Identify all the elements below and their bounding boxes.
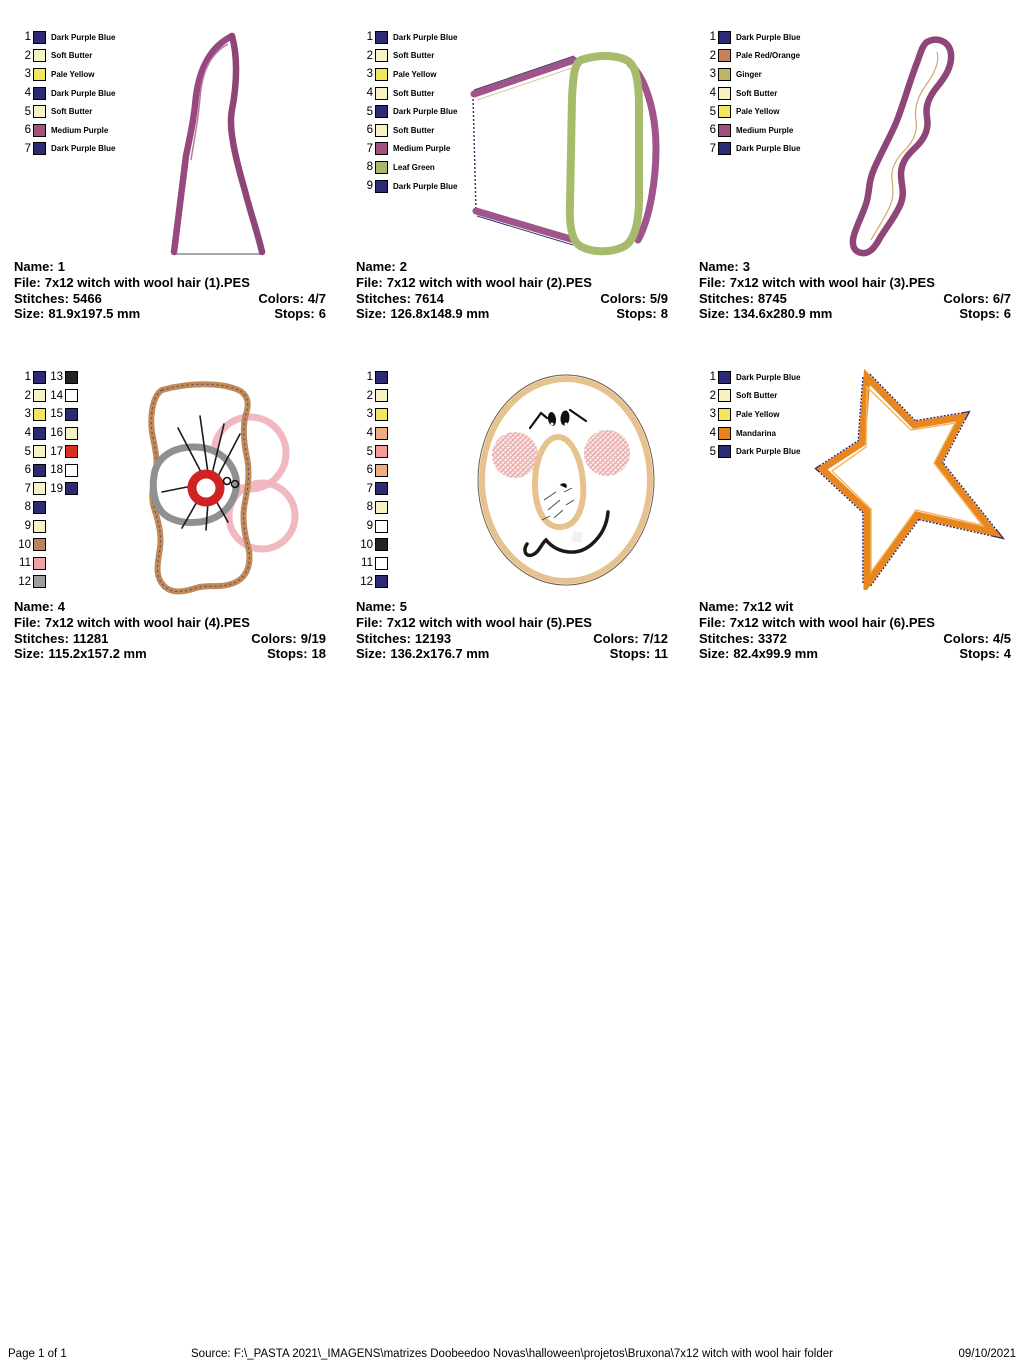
thread-color-name: Dark Purple Blue	[736, 32, 801, 42]
palette-entry	[14, 368, 46, 387]
thread-number: 7	[709, 142, 716, 155]
thread-number: 4	[24, 427, 31, 440]
color-swatch	[375, 105, 388, 118]
color-swatch	[375, 124, 388, 137]
thread-number: 3	[24, 408, 31, 421]
meta-file: File: 7x12 witch with wool hair (2).PES	[356, 274, 592, 290]
color-swatch	[33, 464, 46, 477]
design-card-3	[699, 20, 1011, 336]
design-meta-3	[699, 259, 1011, 322]
thread-color-name: Pale Yellow	[736, 107, 780, 117]
meta-stops: Stops: 6	[959, 306, 1011, 322]
color-swatch	[375, 575, 388, 588]
color-swatch	[375, 68, 388, 81]
palette-entry	[699, 102, 800, 121]
palette-entry	[14, 480, 46, 499]
spider-body-ring	[192, 474, 220, 502]
thread-color-list-6	[699, 368, 800, 592]
palette-entry	[356, 47, 457, 66]
thread-number: 3	[366, 408, 373, 421]
thread-color-list-2	[356, 28, 457, 252]
palette-entry	[699, 47, 800, 66]
meta-stops: Stops: 6	[274, 306, 326, 322]
color-swatch	[65, 482, 78, 495]
color-swatch	[33, 105, 46, 118]
thread-number: 4	[24, 87, 31, 100]
palette-entry	[699, 387, 800, 406]
thread-color-name: Soft Butter	[51, 107, 93, 117]
thread-color-name: Pale Yellow	[51, 69, 95, 79]
color-swatch	[65, 389, 78, 402]
palette-entry	[699, 84, 800, 103]
thread-color-name: Soft Butter	[736, 391, 778, 401]
thread-number: 1	[709, 31, 716, 44]
meta-size: Size: 81.9x197.5 mm	[14, 306, 141, 322]
thread-number: 11	[19, 557, 31, 570]
thread-number: 7	[24, 482, 31, 495]
palette-entry	[356, 121, 457, 140]
thread-number: 2	[24, 49, 31, 62]
meta-file: File: 7x12 witch with wool hair (4).PES	[14, 614, 250, 630]
color-swatch	[375, 427, 388, 440]
palette-entry	[356, 480, 388, 499]
palette-entry	[14, 140, 115, 159]
palette-entry	[14, 573, 46, 592]
palette-entry	[46, 424, 78, 443]
color-swatch	[718, 389, 731, 402]
meta-stops: Stops: 18	[267, 646, 326, 662]
thread-number: 1	[24, 31, 31, 44]
color-swatch	[65, 427, 78, 440]
thread-color-list-4	[14, 368, 78, 592]
thread-color-name: Soft Butter	[393, 51, 435, 61]
palette-entry	[14, 405, 46, 424]
color-swatch	[33, 49, 46, 62]
thread-color-name: Leaf Green	[393, 162, 435, 172]
color-swatch	[375, 408, 388, 421]
thread-number: 2	[24, 389, 31, 402]
meta-stops: Stops: 8	[616, 306, 668, 322]
color-swatch	[375, 180, 388, 193]
color-swatch	[33, 408, 46, 421]
thread-color-name: Medium Purple	[393, 144, 451, 154]
design-meta-1	[14, 259, 326, 322]
design-meta-5	[356, 599, 668, 662]
meta-name: Name: 7x12 wit	[699, 599, 794, 614]
palette-entry	[356, 158, 457, 177]
palette-entry	[356, 442, 388, 461]
palette-entry	[356, 28, 457, 47]
color-swatch	[33, 389, 46, 402]
palette-entry	[46, 368, 78, 387]
color-swatch	[718, 445, 731, 458]
palette-entry	[14, 84, 115, 103]
thread-number: 16	[50, 427, 63, 440]
thread-color-name: Ginger	[736, 69, 762, 79]
thread-number: 3	[366, 68, 373, 81]
palette-entry	[14, 442, 46, 461]
palette-entry	[46, 405, 78, 424]
color-swatch	[65, 464, 78, 477]
design-preview-1	[150, 28, 300, 258]
cheek-left	[492, 432, 538, 478]
palette-entry	[14, 121, 115, 140]
palette-entry	[699, 121, 800, 140]
palette-entry	[14, 47, 115, 66]
palette-entry	[699, 65, 800, 84]
thread-color-name: Soft Butter	[51, 51, 93, 61]
palette-entry	[14, 535, 46, 554]
color-swatch	[718, 68, 731, 81]
meta-stops: Stops: 11	[609, 646, 668, 662]
thread-number: 2	[366, 389, 373, 402]
palette-entry	[14, 102, 115, 121]
color-swatch	[375, 87, 388, 100]
design-card-1	[14, 20, 326, 336]
color-swatch	[718, 31, 731, 44]
palette-entry	[356, 84, 457, 103]
color-swatch	[718, 371, 731, 384]
palette-entry	[699, 424, 800, 443]
palette-entry	[14, 498, 46, 517]
design-meta-4	[14, 599, 326, 662]
thread-number: 7	[366, 482, 373, 495]
thread-number: 3	[24, 68, 31, 81]
meta-name: Name: 1	[14, 259, 65, 274]
thread-number: 8	[24, 501, 31, 514]
color-swatch	[375, 445, 388, 458]
palette-entry	[356, 573, 388, 592]
palette-entry	[356, 387, 388, 406]
color-swatch	[718, 49, 731, 62]
witch-face-5-shape	[468, 360, 668, 595]
thread-color-name: Dark Purple Blue	[51, 88, 116, 98]
thread-color-name: Medium Purple	[51, 125, 109, 135]
design-preview-2	[460, 28, 660, 258]
thread-number: 4	[366, 427, 373, 440]
thread-number: 2	[366, 49, 373, 62]
color-swatch	[375, 31, 388, 44]
thread-color-name: Pale Red/Orange	[736, 51, 801, 61]
thread-number: 6	[24, 124, 31, 137]
thread-number: 13	[50, 371, 63, 384]
palette-entry	[14, 387, 46, 406]
palette-entry	[356, 65, 457, 84]
palette-entry	[356, 424, 388, 443]
thread-color-list-1	[14, 28, 115, 252]
meta-stitches: Stitches: 8745	[699, 290, 787, 306]
meta-name: Name: 4	[14, 599, 65, 614]
color-swatch	[33, 520, 46, 533]
color-swatch	[33, 427, 46, 440]
color-swatch	[375, 557, 388, 570]
thread-number: 5	[24, 445, 31, 458]
meta-size: Size: 126.8x148.9 mm	[356, 306, 490, 322]
color-swatch	[375, 520, 388, 533]
palette-entry	[14, 517, 46, 536]
color-swatch	[718, 124, 731, 137]
thread-color-name: Dark Purple Blue	[736, 372, 801, 382]
color-swatch	[33, 501, 46, 514]
palette-entry	[14, 554, 46, 573]
thread-number: 10	[18, 538, 31, 551]
palette-entry	[14, 65, 115, 84]
palette-entry	[356, 554, 388, 573]
color-swatch	[375, 464, 388, 477]
meta-name: Name: 2	[356, 259, 407, 274]
thread-number: 7	[24, 142, 31, 155]
thread-color-name: Dark Purple Blue	[736, 447, 801, 457]
color-swatch	[65, 408, 78, 421]
color-swatch	[33, 557, 46, 570]
meta-file: File: 7x12 witch with wool hair (3).PES	[699, 274, 935, 290]
color-swatch	[375, 371, 388, 384]
meta-colors: Colors: 9/19	[251, 630, 326, 646]
thread-number: 6	[709, 124, 716, 137]
palette-entry	[14, 461, 46, 480]
design-preview-5	[468, 360, 668, 595]
palette-entry	[356, 461, 388, 480]
meta-size: Size: 136.2x176.7 mm	[356, 646, 490, 662]
meta-size: Size: 82.4x99.9 mm	[699, 646, 818, 662]
color-swatch	[33, 445, 46, 458]
thread-number: 9	[366, 180, 373, 193]
color-swatch	[33, 142, 46, 155]
design-meta-2	[356, 259, 668, 322]
thread-number: 4	[366, 87, 373, 100]
design-preview-4	[120, 368, 320, 603]
thread-number: 5	[24, 105, 31, 118]
thread-color-name: Pale Yellow	[393, 69, 437, 79]
meta-stops: Stops: 4	[959, 646, 1011, 662]
thread-number: 1	[366, 371, 373, 384]
meta-colors: Colors: 4/5	[943, 630, 1011, 646]
thread-color-name: Soft Butter	[393, 125, 435, 135]
thread-color-list-3	[699, 28, 800, 252]
star-shape	[810, 365, 1020, 590]
thread-number: 8	[366, 161, 373, 174]
thread-number: 5	[366, 105, 373, 118]
thread-number: 5	[709, 105, 716, 118]
meta-stitches: Stitches: 11281	[14, 630, 109, 646]
thread-number: 9	[366, 520, 373, 533]
thread-number: 12	[18, 575, 31, 588]
thread-number: 1	[366, 31, 373, 44]
color-swatch	[33, 538, 46, 551]
color-swatch	[718, 408, 731, 421]
palette-entry	[699, 140, 800, 159]
thread-number: 3	[709, 68, 716, 81]
color-swatch	[33, 68, 46, 81]
thread-color-name: Dark Purple Blue	[736, 144, 801, 154]
color-swatch	[375, 538, 388, 551]
color-swatch	[718, 105, 731, 118]
thread-number: 12	[360, 575, 373, 588]
color-swatch	[375, 142, 388, 155]
palette-entry	[14, 424, 46, 443]
color-swatch	[375, 389, 388, 402]
meta-file: File: 7x12 witch with wool hair (1).PES	[14, 274, 250, 290]
color-swatch	[718, 87, 731, 100]
thread-number: 2	[709, 49, 716, 62]
palette-entry	[46, 480, 78, 499]
thread-number: 15	[50, 408, 63, 421]
thread-color-name: Medium Purple	[736, 125, 794, 135]
palette-entry	[356, 102, 457, 121]
color-swatch	[33, 87, 46, 100]
color-swatch	[65, 371, 78, 384]
thread-color-name: Pale Yellow	[736, 409, 780, 419]
meta-stitches: Stitches: 7614	[356, 290, 444, 306]
thread-number: 6	[366, 464, 373, 477]
thread-number: 6	[24, 464, 31, 477]
thread-number: 1	[709, 371, 716, 384]
thread-color-name: Soft Butter	[393, 88, 435, 98]
design-card-5	[356, 360, 668, 676]
meta-file: File: 7x12 witch with wool hair (6).PES	[699, 614, 935, 630]
meta-stitches: Stitches: 5466	[14, 290, 102, 306]
thread-color-name: Dark Purple Blue	[393, 181, 458, 191]
page-footer	[0, 1348, 1024, 1364]
footer-date: 09/10/2021	[958, 1348, 1016, 1360]
palette-entry	[699, 368, 800, 387]
thread-color-name: Dark Purple Blue	[51, 144, 116, 154]
meta-colors: Colors: 5/9	[600, 290, 668, 306]
palette-entry	[699, 28, 800, 47]
thread-number: 3	[709, 408, 716, 421]
palette-entry	[356, 535, 388, 554]
witch-hair-lock-3-shape	[830, 32, 980, 257]
witch-hair-lock-1-shape	[150, 28, 300, 258]
color-swatch	[33, 124, 46, 137]
thread-number: 4	[709, 427, 716, 440]
color-swatch	[375, 161, 388, 174]
thread-number: 7	[366, 142, 373, 155]
witch-face-applique-4-shape	[120, 368, 320, 603]
thread-number: 5	[366, 445, 373, 458]
footer-source-path: Source: F:\_PASTA 2021\_IMAGENS\matrizes Doobeedoo Novas\halloween\projetos\Bruxona\7x12 witch with wool hair folder	[191, 1348, 833, 1360]
color-swatch	[33, 575, 46, 588]
color-swatch	[33, 482, 46, 495]
meta-name: Name: 5	[356, 599, 407, 614]
design-card-6	[699, 360, 1011, 676]
color-swatch	[375, 49, 388, 62]
thread-color-name: Dark Purple Blue	[393, 107, 458, 117]
cheek-right	[584, 430, 630, 476]
design-meta-6	[699, 599, 1011, 662]
thread-color-name: Dark Purple Blue	[51, 32, 116, 42]
palette-entry	[356, 517, 388, 536]
thread-number: 4	[709, 87, 716, 100]
thread-number: 19	[50, 482, 63, 495]
thread-number: 9	[24, 520, 31, 533]
palette-entry	[14, 28, 115, 47]
bow-loop-bottom	[229, 483, 295, 549]
palette-entry	[699, 442, 800, 461]
thread-color-name: Mandarina	[736, 428, 777, 438]
meta-colors: Colors: 6/7	[943, 290, 1011, 306]
palette-entry	[356, 177, 457, 196]
thread-number: 5	[709, 445, 716, 458]
meta-colors: Colors: 7/12	[593, 630, 668, 646]
thread-number: 8	[366, 501, 373, 514]
color-swatch	[718, 427, 731, 440]
color-swatch	[718, 142, 731, 155]
palette-entry	[356, 368, 388, 387]
thread-color-list-5	[356, 368, 388, 592]
thread-color-name: Soft Butter	[736, 88, 778, 98]
palette-entry	[699, 405, 800, 424]
palette-entry	[46, 387, 78, 406]
thread-number: 10	[360, 538, 373, 551]
color-swatch	[375, 482, 388, 495]
thread-number: 18	[50, 464, 63, 477]
thread-number: 6	[366, 124, 373, 137]
design-preview-3	[830, 32, 980, 257]
meta-stitches: Stitches: 3372	[699, 630, 787, 646]
thread-number: 17	[50, 445, 63, 458]
meta-name: Name: 3	[699, 259, 750, 274]
design-card-2	[356, 20, 668, 336]
color-swatch	[65, 445, 78, 458]
thread-number: 14	[50, 389, 63, 402]
thread-number: 1	[24, 371, 31, 384]
color-swatch	[33, 371, 46, 384]
meta-size: Size: 134.6x280.9 mm	[699, 306, 833, 322]
thread-number: 2	[709, 389, 716, 402]
footer-page-number: Page 1 of 1	[8, 1348, 67, 1360]
palette-entry	[46, 461, 78, 480]
design-card-4	[14, 360, 326, 676]
color-swatch	[375, 501, 388, 514]
meta-colors: Colors: 4/7	[258, 290, 326, 306]
palette-entry	[356, 140, 457, 159]
design-preview-6	[810, 365, 1020, 590]
palette-entry	[46, 442, 78, 461]
color-swatch	[33, 31, 46, 44]
palette-entry	[356, 498, 388, 517]
meta-stitches: Stitches: 12193	[356, 630, 452, 646]
witch-hat-2-shape	[460, 28, 660, 258]
thread-number: 11	[361, 557, 373, 570]
palette-entry	[356, 405, 388, 424]
meta-file: File: 7x12 witch with wool hair (5).PES	[356, 614, 592, 630]
thread-color-name: Dark Purple Blue	[393, 32, 458, 42]
meta-size: Size: 115.2x157.2 mm	[14, 646, 147, 662]
